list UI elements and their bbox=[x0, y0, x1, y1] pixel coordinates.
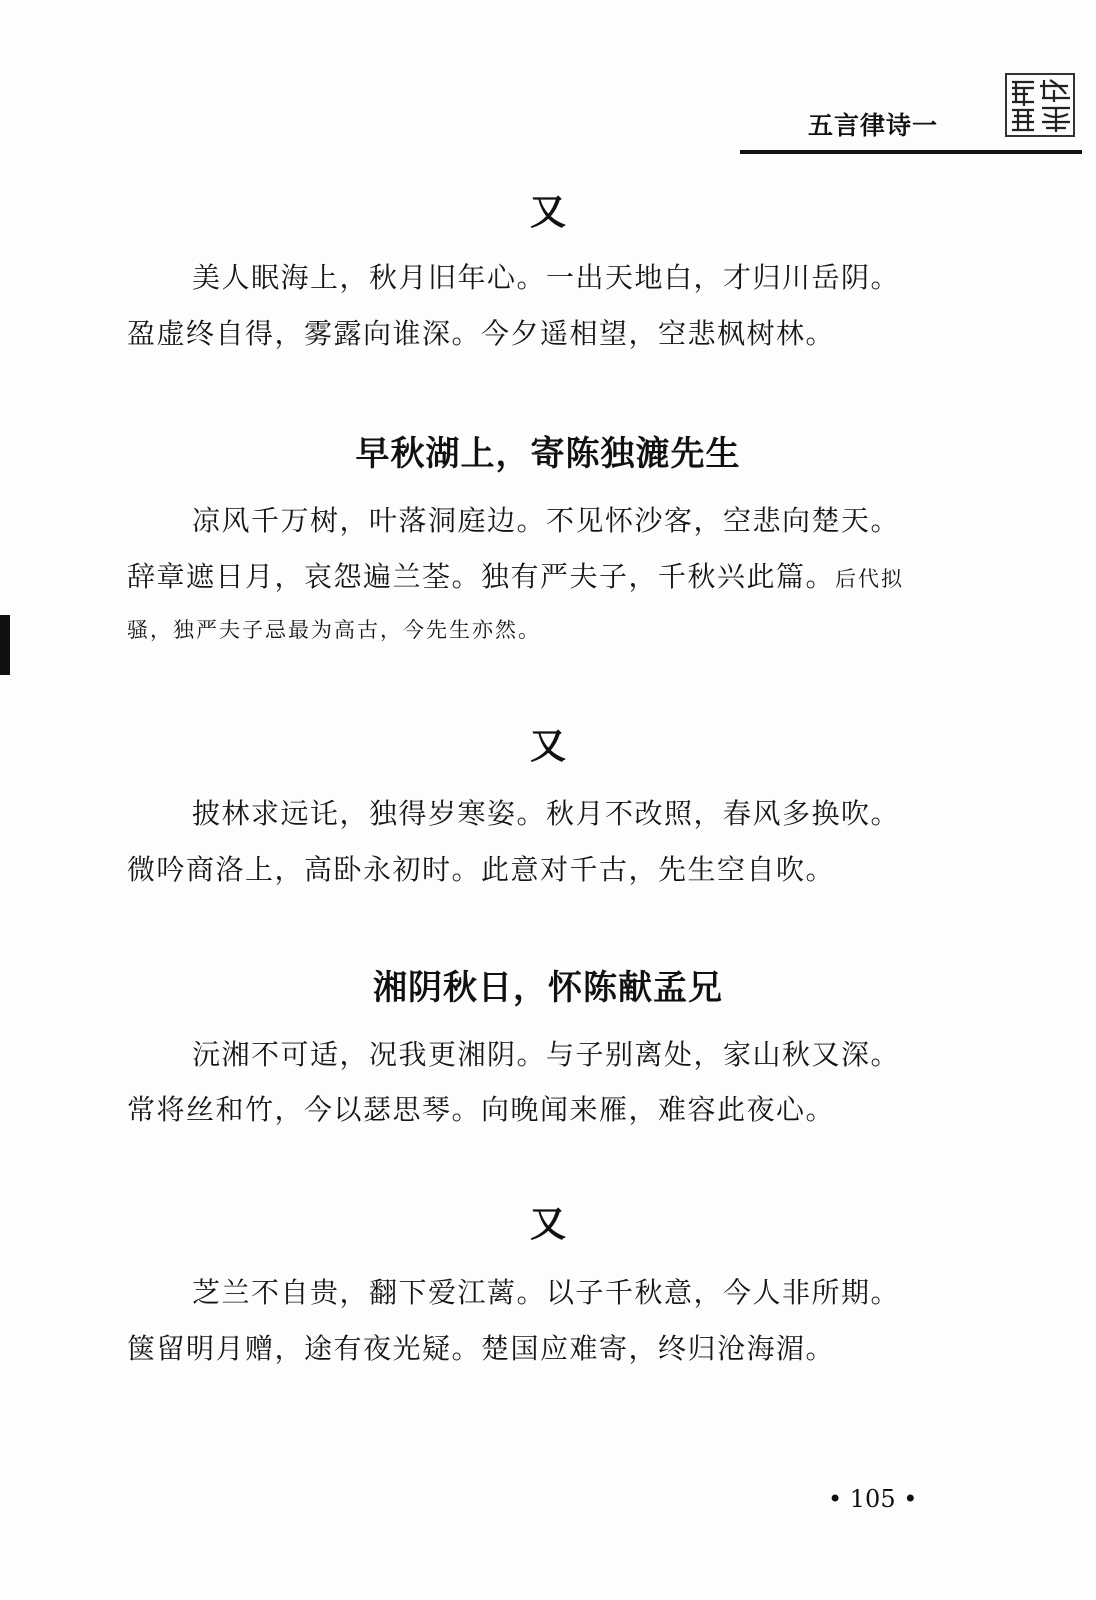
poem-title-xiangyin-autumn: 湘阴秋日，怀陈献孟兄 bbox=[373, 968, 723, 1008]
poem-title-you-3: 又 bbox=[529, 1204, 566, 1245]
poem-2-commentary-start: 后代拟 bbox=[835, 567, 905, 591]
running-head: 五言律诗一 bbox=[808, 111, 939, 140]
seal-stamp-icon bbox=[1004, 72, 1076, 138]
scan-edge-mark bbox=[0, 615, 10, 675]
poem-2-commentary-end: 骚，独严夫子忌最为高古，今先生亦然。 bbox=[127, 618, 541, 642]
poem-5-line-2: 箧留明月赠，途有夜光疑。楚国应难寄，终归沧海湄。 bbox=[127, 1332, 836, 1365]
page-number: • 105 • bbox=[828, 1485, 918, 1513]
poem-4-line-1: 沅湘不可适，况我更湘阴。与子别离处，家山秋又深。 bbox=[192, 1038, 901, 1071]
poem-3-line-1: 披林求远讬，独得岁寒姿。秋月不改照，春风多换吹。 bbox=[192, 797, 901, 830]
poem-4-line-2: 常将丝和竹，今以瑟思琴。向晚闻来雁，难容此夜心。 bbox=[127, 1093, 836, 1126]
poem-title-you-2: 又 bbox=[529, 726, 566, 767]
poem-2-line-2 bbox=[127, 557, 904, 599]
poem-title-early-autumn: 早秋湖上，寄陈独漉先生 bbox=[355, 434, 741, 474]
poem-title-you-1: 又 bbox=[529, 192, 566, 233]
poem-1-line-2: 盈虚终自得，雾露向谁深。今夕遥相望，空悲枫树林。 bbox=[127, 317, 836, 350]
poem-5-line-1: 芝兰不自贵，翻下爱江蓠。以子千秋意，今人非所期。 bbox=[192, 1276, 901, 1309]
poem-1-line-1: 美人眠海上，秋月旧年心。一出天地白，才归川岳阴。 bbox=[192, 261, 901, 294]
poem-3-line-2: 微吟商洛上，高卧永初时。此意对千古，先生空自吹。 bbox=[127, 853, 836, 886]
poem-2-line-2-text: 辞章遮日月，哀怨遍兰荃。独有严夫子，千秋兴此篇。 bbox=[127, 560, 836, 593]
header-rule bbox=[740, 150, 1082, 154]
poem-2-line-1: 凉风千万树，叶落洞庭边。不见怀沙客，空悲向楚天。 bbox=[192, 504, 901, 537]
